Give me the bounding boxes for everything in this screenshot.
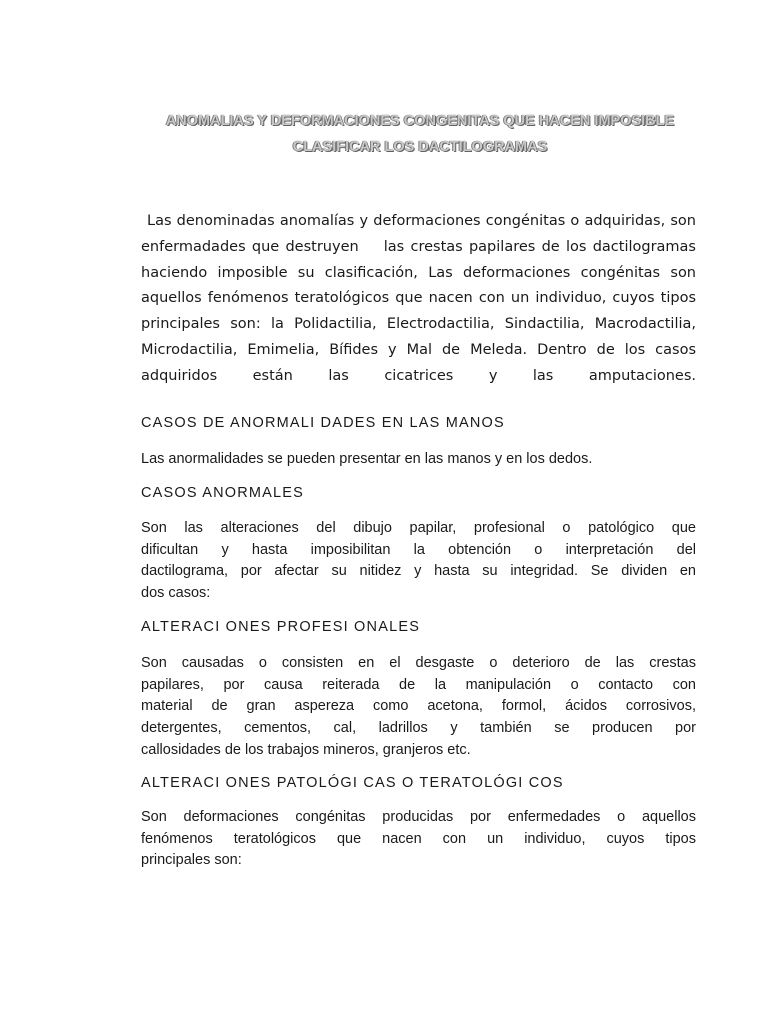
intro-line: enfermadades que destruyen las crestas papilares de los dactilogramas: [141, 238, 696, 255]
intro-paragraph: [141, 209, 696, 390]
section-heading-casos-anormales: CASOS ANORMALES: [141, 485, 305, 501]
paragraph-line: callosidades de los trabajos mineros, granjeros etc.: [141, 741, 471, 758]
paragraph-casos-anormales: [141, 518, 696, 605]
intro-line: Microdactilia, Emimelia, Bífides y Mal de Meleda. Dentro de los casos: [141, 341, 696, 358]
paragraph-line: Son las alteraciones del dibujo papilar, profesional o patológico que: [141, 520, 696, 536]
paragraph-anormalidades: Las anormalidades se pueden presentar en las manos y en los dedos.: [141, 451, 593, 467]
paragraph-line: papilares, por causa reiterada de la manipulación o contacto con: [141, 676, 696, 693]
section-heading-alteraciones-patologicas: ALTERACI ONES PATOLÓGI CAS O TERATOLÓGI COS: [141, 775, 564, 791]
paragraph-alteraciones-patologicas: [141, 807, 696, 872]
paragraph-line: Son deformaciones congénitas producidas por enfermedades o aquellos: [141, 809, 696, 825]
paragraph-alteraciones-profesionales: [141, 653, 696, 762]
paragraph-line: Son causadas o consisten en el desgaste o deterioro de las crestas: [141, 655, 696, 671]
intro-line: adquiridos están las cicatrices y las amputaciones.: [141, 367, 696, 384]
paragraph-line: material de gran aspereza como acetona, formol, ácidos corrosivos,: [141, 698, 696, 715]
document-title: [120, 108, 720, 160]
paragraph-line: dactilograma, por afectar su nitidez y hasta su integridad. Se dividen en: [141, 563, 696, 580]
paragraph-line: fenómenos teratológicos que nacen con un individuo, cuyos tipos: [141, 830, 696, 847]
intro-line: aquellos fenómenos teratológicos que nacen con un individuo, cuyos tipos: [141, 290, 696, 307]
paragraph-line: dificultan y hasta imposibilitan la obtención o interpretación del: [141, 541, 696, 558]
paragraph-line: dos casos:: [141, 585, 211, 602]
intro-line: Las denominadas anomalías y deformaciones congénitas o adquiridas, son: [147, 213, 696, 229]
section-heading-alteraciones-profesionales: ALTERACI ONES PROFESI ONALES: [141, 619, 421, 635]
paragraph-line: principales son:: [141, 852, 242, 869]
section-heading-anormalidades-manos: CASOS DE ANORMALI DADES EN LAS MANOS: [141, 415, 505, 431]
paragraph-line: detergentes, cementos, cal, ladrillos y también se producen por: [141, 720, 696, 737]
intro-line: principales son: la Polidactilia, Electrodactilia, Sindactilia, Macrodactilia,: [141, 316, 696, 333]
intro-line: haciendo imposible su clasificación, Las deformaciones congénitas son: [141, 264, 696, 281]
title-line-1: ANOMALIAS Y DEFORMACIONES CONGENITAS QUE HACEN IMPOSIBLE: [165, 113, 675, 129]
title-line-2: CLASIFICAR LOS DACTILOGRAMAS: [292, 139, 548, 155]
